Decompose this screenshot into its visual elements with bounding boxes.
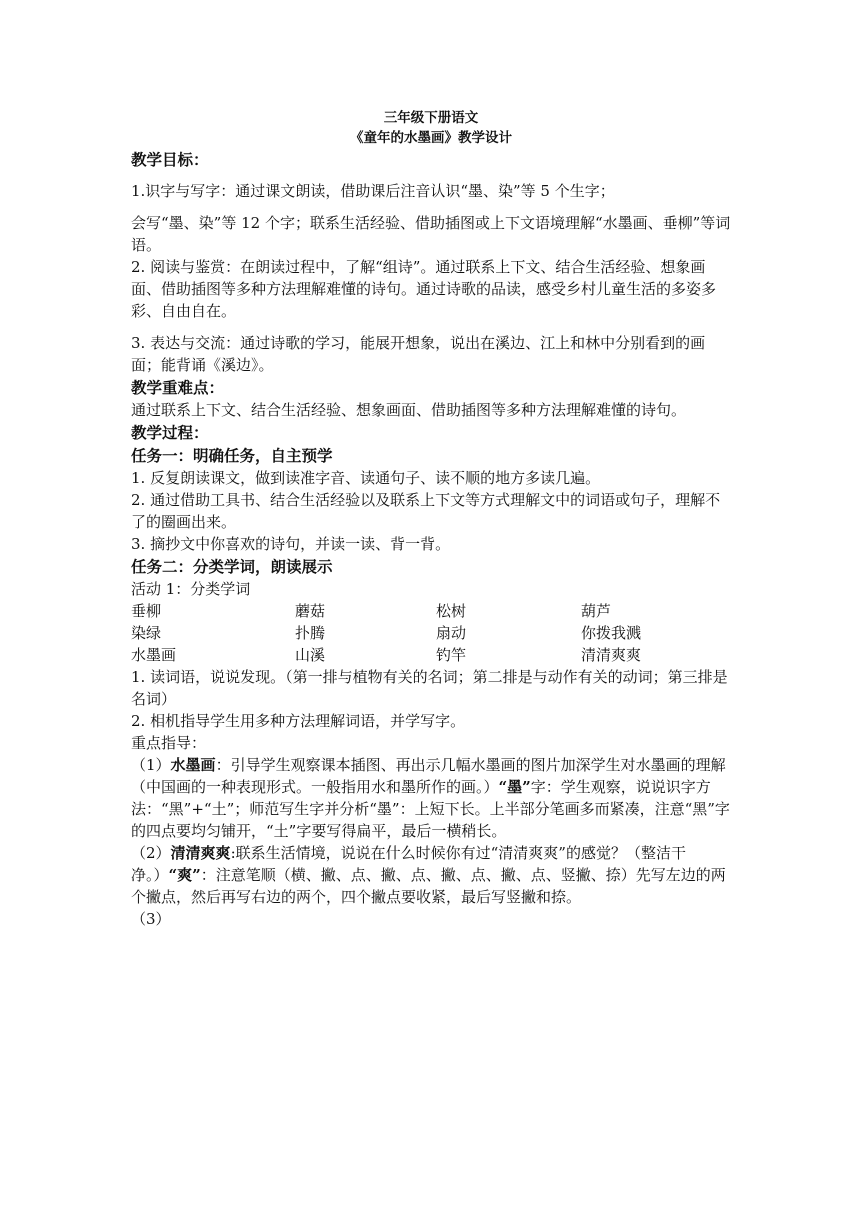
focus-guidance-label: 重点指导： (131, 734, 207, 752)
guidance-2b-term: “爽” (168, 866, 201, 884)
word-cell: 水墨画 (131, 646, 177, 664)
goals-heading: 教学目标： (131, 150, 209, 169)
word-cell: 山溪 (295, 646, 326, 664)
task-2-heading: 任务二：分类学词，朗读展示 (131, 557, 333, 576)
word-cell: 葫芦 (581, 602, 612, 620)
guidance-2-term: 清清爽爽 (170, 844, 231, 862)
guidance-3: （3） (131, 910, 171, 928)
guidance-1 (131, 754, 731, 842)
word-cell: 扇动 (436, 624, 467, 642)
key-points-text: 通过联系上下文、结合生活经验、想象画面、借助插图等多种方法理解难懂的诗句。 (131, 401, 687, 419)
doc-title: 《童年的水墨画》教学设计 (350, 130, 512, 146)
guidance-1-prefix: （1） (131, 756, 171, 774)
guidance-1-term: 水墨画 (170, 756, 216, 774)
word-table (131, 600, 731, 666)
word-cell: 钓竿 (436, 646, 467, 664)
document-body (131, 108, 731, 930)
guidance-2-text: :联系生活情境，说说在什么时候你有过“清清爽爽”的感觉？（整洁干净。） (131, 844, 686, 884)
process-heading: 教学过程： (131, 423, 209, 442)
goal-1-line-b: 会写“墨、染”等 12 个字；联系生活经验、借助插图或上下文语境理解“水墨画、垂柳”等词语。 (131, 214, 731, 254)
word-cell: 你拨我溅 (581, 624, 642, 642)
goal-3: 3. 表达与交流：通过诗歌的学习，能展开想象，说出在溪边、江上和林中分别看到的画面；能背诵《溪边》。 (131, 334, 706, 374)
instruction-2: 2. 相机指导学生用多种方法理解词语，并学写字。 (131, 712, 466, 730)
word-cell: 清清爽爽 (581, 646, 642, 664)
instruction-1: 1. 读词语，说说发现。（第一排与植物有关的名词；第二排是与动作有关的动词；第三排是名词） (131, 668, 728, 708)
word-cell: 垂柳 (131, 602, 162, 620)
guidance-2 (131, 842, 731, 908)
guidance-1b-term: “墨” (498, 778, 531, 796)
doc-subtitle-grade: 三年级下册语文 (383, 110, 479, 126)
goal-2: 2. 阅读与鉴赏：在朗读过程中，了解“组诗”。通过联系上下文、结合生活经验、想象画面、借助插图等多种方法理解难懂的诗句。通过诗歌的品读，感受乡村儿童生活的多姿多彩、自由自在。 (131, 258, 717, 320)
task-1-item: 1. 反复朗读课文，做到读准字音、读通句子、读不顺的地方多读几遍。 (131, 469, 601, 487)
word-cell: 松树 (436, 602, 467, 620)
word-cell: 蘑菇 (295, 602, 326, 620)
guidance-1-text: ：引导学生观察课本插图、再出示几幅水墨画的图片加深学生对水墨画的理解（中国画的一种表现形式。一般指用水和墨所作的画。） (131, 756, 726, 796)
word-cell: 扑腾 (295, 624, 326, 642)
task-1-item: 3. 摘抄文中你喜欢的诗句，并读一读、背一背。 (131, 535, 451, 553)
activity-1-label: 活动 1：分类学词 (131, 580, 251, 598)
key-points-heading: 教学重难点： (131, 378, 225, 397)
task-1-item: 2. 通过借助工具书、结合生活经验以及联系上下文等方式理解文中的词语或句子，理解不了的圈画出来。 (131, 491, 721, 531)
word-cell: 染绿 (131, 624, 162, 642)
guidance-2-prefix: （2） (131, 844, 171, 862)
goal-1-line-a: 1.识字与写字：通过课文朗读，借助课后注音认识“墨、染”等 5 个生字； (131, 182, 615, 200)
guidance-2b-text: ：注意笔顺（横、撇、点、撇、点、撇、点、撇、点、竖撇、捺）先写左边的两个撇点，然后再写右边的两个，四个撇点要收紧，最后写竖撇和捺。 (131, 866, 726, 906)
task-1-heading: 任务一：明确任务，自主预学 (131, 446, 333, 465)
guidance-1b-text: 字：学生观察，说说识字方法：“黑”+“土”；师范写生字并分析“墨”：上短下长。上半部分笔画多而紧凑，注意“黑”字的四点要均匀铺开，“土”字要写得扁平，最后一横稍长。 (131, 778, 730, 840)
